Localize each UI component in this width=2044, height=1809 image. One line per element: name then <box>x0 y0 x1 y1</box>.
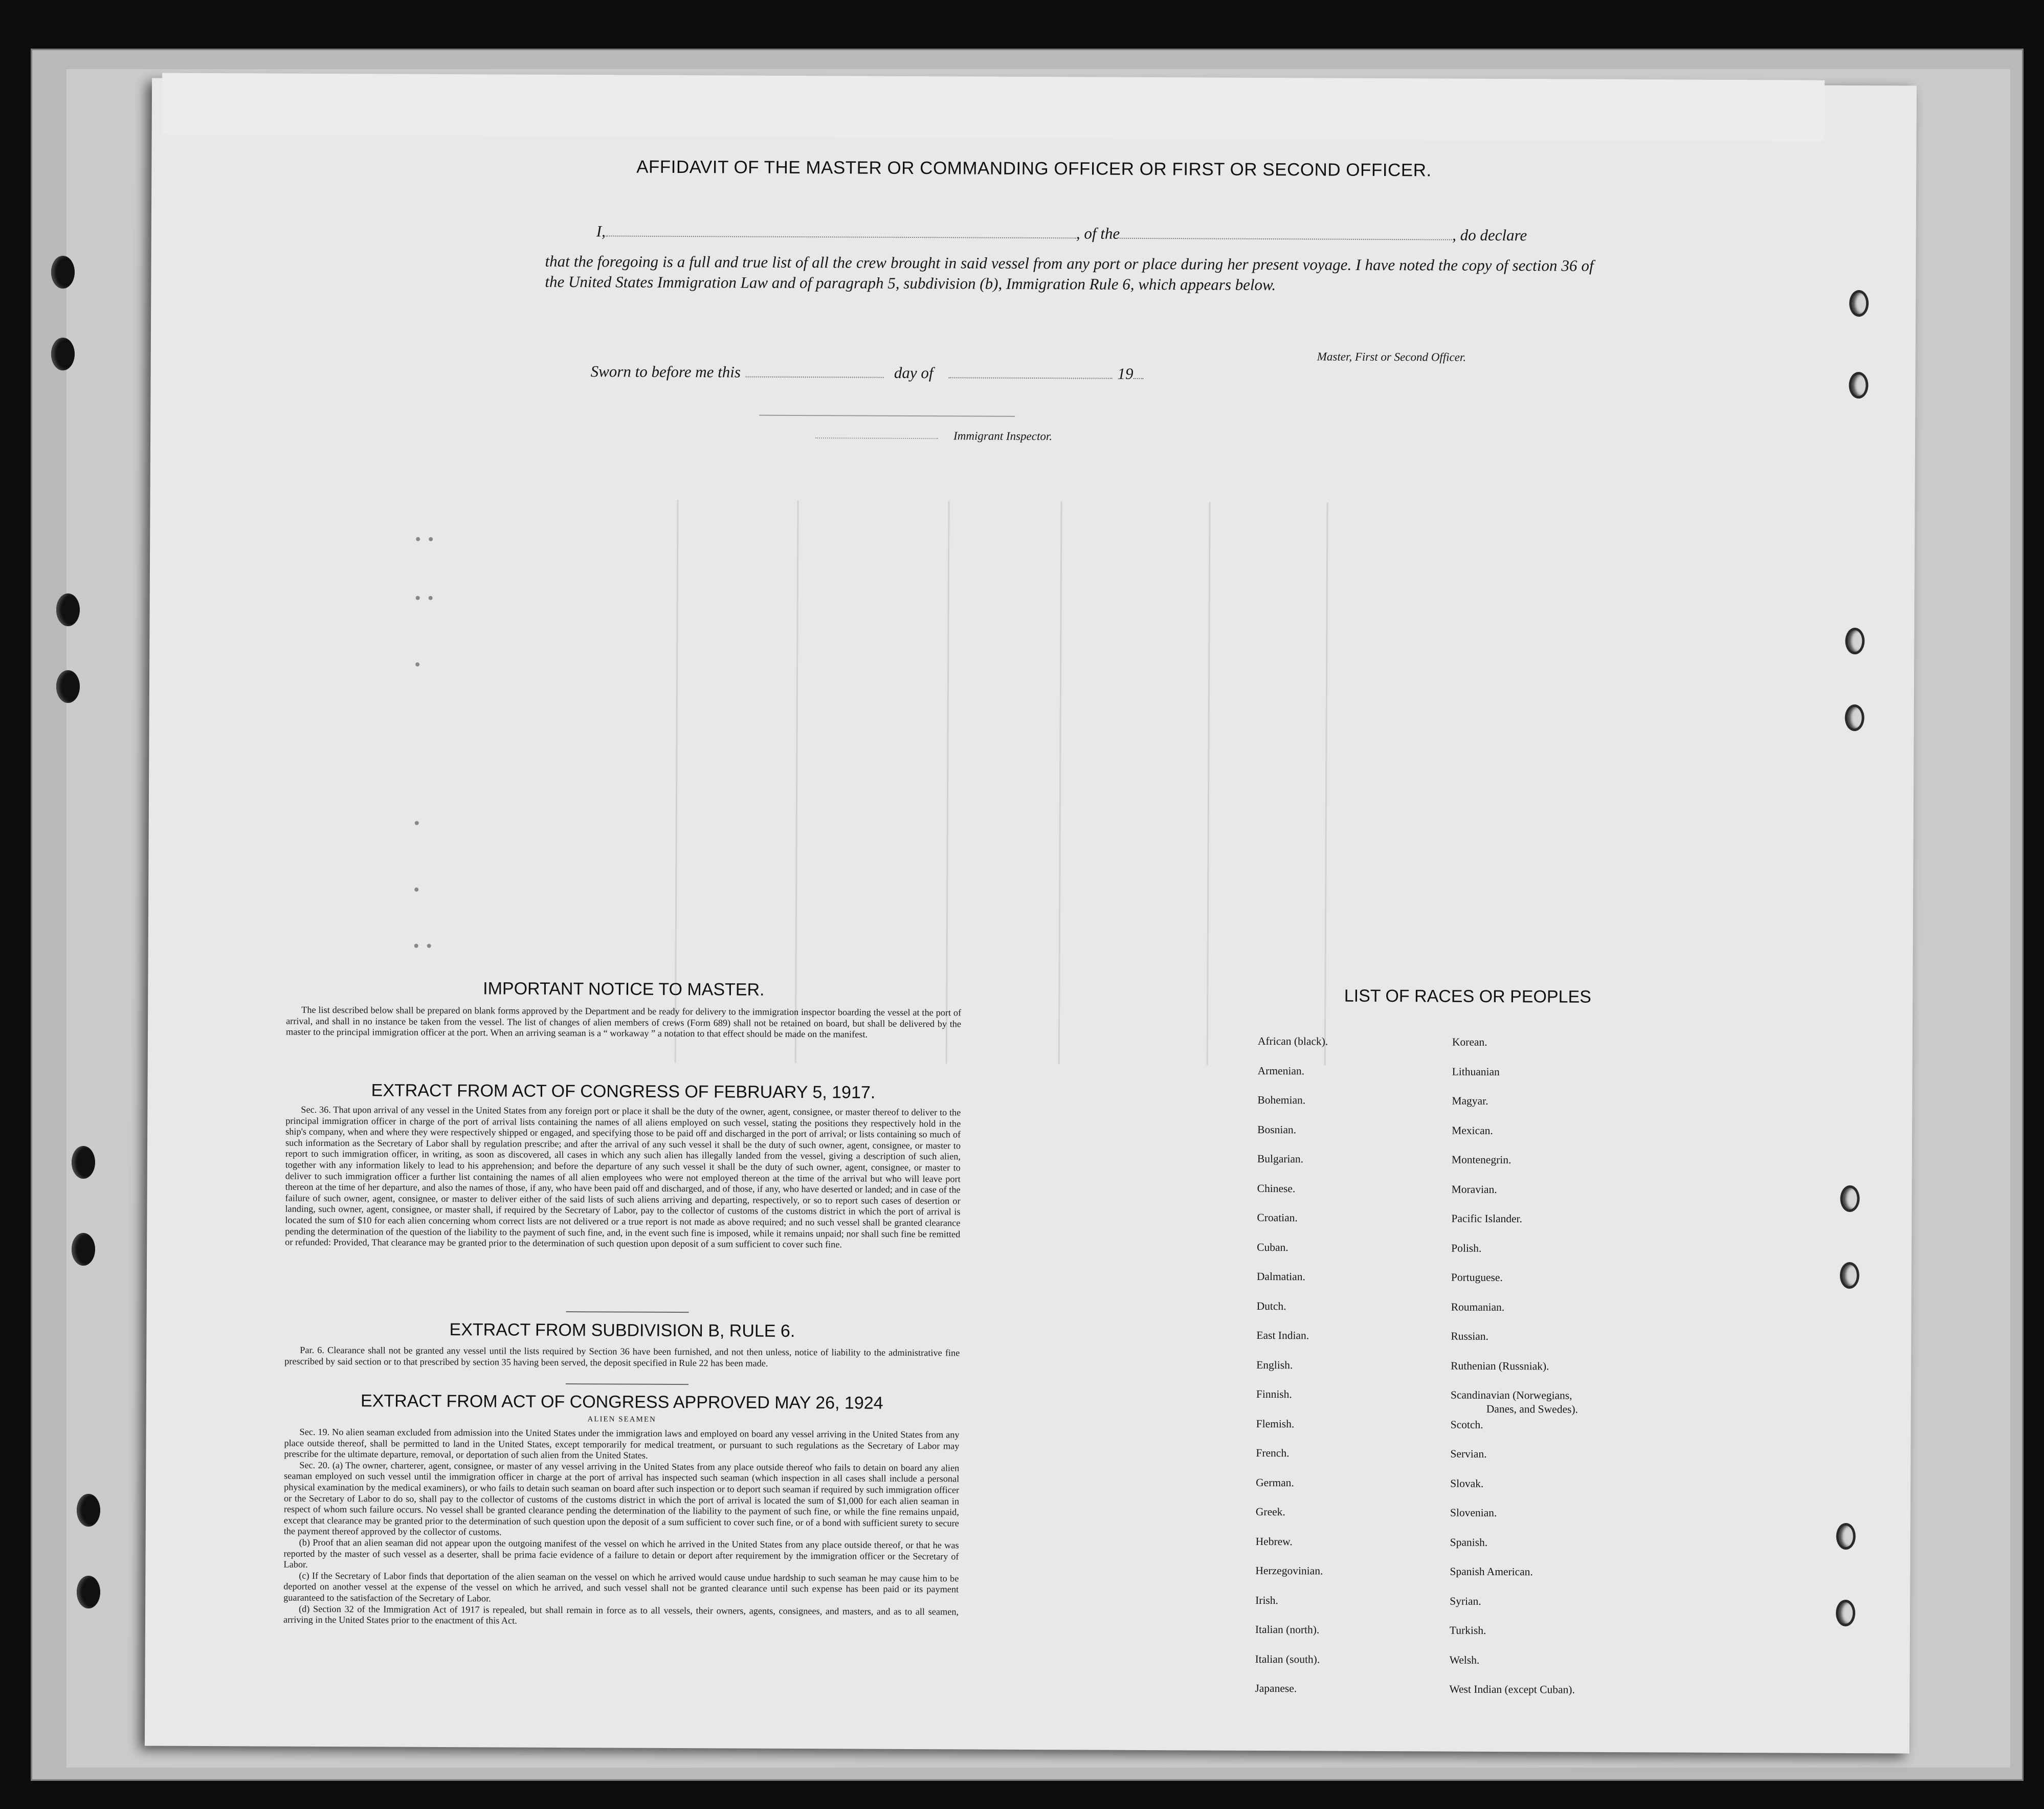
race-item: Syrian. <box>1450 1595 1481 1607</box>
punch-hole <box>1840 1185 1859 1212</box>
extract-rule6-text <box>284 1345 960 1370</box>
section-36-paragraph: Sec. 36. That upon arrival of any vessel in the United States from any foreign port or place it shall be the duty of the owner, agent, consignee, or master thereof to deliver to the principal immigration officer in charge of the port of arrival lists containing the names of all aliens employed on such vessel, stating the positions they respectively hold in the ship's company, when and where they were respectively shipped or engaged, and specifying those to be paid off and discharged in the port of arrival; or lists containing so much of such information as the Secretary of Labor shall by regulation prescribe; and after the arrival of any such vessel it shall be the duty of such owner, agent, consignee, or master to report to such immigration officer, in writing, as soon as discovered, all cases in which any such alien has illegally landed from the vessel, giving a description of such alien, together with any information likely to lead to his apprehension; and before the departure of any such vessel it shall be the duty of such owner, agent, consignee, or master to deliver to such immigration officer a further list containing the names of all alien employees who were not employed thereon at the time of the arrival but who will leave port thereon at the time of her departure, and also the names of those, if any, who have been paid off and discharged, and of those, if any, who have deserted or landed; and in case of the failure of such owner, agent, consignee, or master to deliver either of the said lists of such aliens arriving and departing, respectively, or so to report such cases of desertion or landing, such owner, agent, consignee, or master shall, if required by the Secretary of Labor, pay to the collector of customs of the customs district in which the port of arrival is located the sum of $10 for each alien concerning whom correct lists are not delivered or a true report is not made as above required; and no such vessel shall be granted clearance pending the determination of the question of the liability to the payment of such fine, and, in the event such fine is imposed, while it remains unpaid; nor shall such fine be remitted or refunded: Provided, That clearance may be granted prior to the determination of such question upon deposit of a sum sufficient to cover such fine. <box>285 1104 961 1250</box>
signature-caption: Master, First or Second Officer. <box>1317 350 1467 364</box>
ditto-mark <box>414 888 418 892</box>
race-item: Herzegovinian. <box>1255 1564 1323 1577</box>
race-item: Magyar. <box>1452 1094 1488 1107</box>
race-item: Polish. <box>1451 1242 1482 1254</box>
extract-1924-subtitle: ALIEN SEAMEN <box>587 1415 656 1424</box>
column-rule <box>795 500 799 1063</box>
column-rule <box>946 501 950 1064</box>
page-top-strip <box>162 73 1825 142</box>
section-divider <box>566 1383 688 1385</box>
ditto-mark <box>414 944 418 948</box>
race-item: Chinese. <box>1257 1182 1296 1195</box>
punch-hole <box>72 1233 95 1266</box>
punch-hole <box>72 1146 95 1179</box>
extract-1917-title: EXTRACT FROM ACT OF CONGRESS OF FEBRUARY 5, 1917. <box>371 1080 876 1102</box>
year-label: 19 <box>1117 364 1134 383</box>
ditto-mark <box>416 537 420 541</box>
race-item: Welsh. <box>1449 1653 1480 1666</box>
punch-hole <box>51 338 75 370</box>
race-item: Danes, and Swedes). <box>1486 1402 1578 1416</box>
sec-20b-paragraph: (b) Proof that an alien seaman did not appear upon the outgoing manifest of the vessel on which he arrived in the United States from any place outside thereof, or that he was reported by the master of such vessel as a deserter, shall be prima facie evidence of a failure to detain or deport after requirement by the immigration officer or the Secretary of Labor. <box>283 1537 959 1570</box>
inspector-signature-line <box>759 415 1015 417</box>
race-item: Italian (south). <box>1255 1652 1320 1665</box>
race-item: Korean. <box>1452 1035 1487 1048</box>
race-item: Flemish. <box>1256 1417 1295 1430</box>
sec-19-paragraph: Sec. 19. No alien seaman excluded from admission into the United States under the immigration laws and employed on board any vessel arriving in the United States from any place outside thereof, shall be permitted to land in the United States, except temporarily for medical treatment, or pursuant to such regulations as the Secretary of Labor may prescribe for the ultimate departure, removal, or deportation of such alien from the United States. <box>284 1426 960 1461</box>
punch-hole <box>51 256 75 289</box>
race-item: English. <box>1256 1358 1293 1371</box>
extract-1917-text <box>285 1105 961 1251</box>
punch-hole <box>1849 290 1869 317</box>
race-item: East Indian. <box>1256 1329 1309 1342</box>
sec-20c-paragraph: (c) If the Secretary of Labor finds that deportation of the alien seaman on the vessel on which he arrived would cause undue hardship to such seaman he may cause him to be deported on another vessel at the expense of the vessel on which he arrived, and such vessel shall not be granted clearance until such expense has been paid or its payment guaranteed to the satisfaction of the Secretary of Labor. <box>283 1570 959 1604</box>
race-item: Spanish American. <box>1450 1565 1533 1578</box>
name-blank[interactable] <box>606 235 1076 238</box>
race-item: Scotch. <box>1450 1418 1483 1431</box>
ditto-mark <box>429 537 433 541</box>
notice-paragraph: The list described below shall be prepared on blank forms approved by the Department and be ready for delivery to the immigration inspector boarding the vessel at the port of arrival, and shall in no instance be taken from the vessel. The list of changes of alien members of crews (Form 689) shall not be retained on board, but shall be delivered by the master to the principal immigration officer at the port. When an arriving seaman is a “ workaway ” a notation to that effect should be made on the manifest. <box>285 1004 962 1040</box>
affidavit-page <box>145 78 1917 1753</box>
race-item: Turkish. <box>1449 1624 1486 1637</box>
year-blank[interactable] <box>1134 378 1144 379</box>
race-item: Spanish. <box>1450 1536 1488 1549</box>
race-item: Mexican. <box>1452 1124 1493 1137</box>
declaration-line <box>596 222 1527 245</box>
race-item: Dutch. <box>1256 1299 1286 1312</box>
inspector-caption-line <box>815 437 938 439</box>
race-item: Greek. <box>1255 1505 1285 1518</box>
race-item: Cuban. <box>1257 1241 1288 1253</box>
column-rule <box>1207 502 1211 1065</box>
race-item: Portuguese. <box>1451 1271 1503 1284</box>
notice-title: IMPORTANT NOTICE TO MASTER. <box>483 979 765 1000</box>
race-item: Lithuanian <box>1452 1065 1500 1078</box>
punch-hole <box>56 670 80 703</box>
races-title: LIST OF RACES OR PEOPLES <box>1344 986 1591 1007</box>
race-item: Irish. <box>1255 1594 1279 1606</box>
vessel-blank[interactable] <box>1120 238 1452 240</box>
race-item: Bulgarian. <box>1257 1152 1304 1165</box>
punch-hole <box>77 1494 100 1527</box>
race-item: Russian. <box>1451 1330 1488 1342</box>
inspector-caption: Immigrant Inspector. <box>953 429 1053 443</box>
par-6-paragraph: Par. 6. Clearance shall not be granted any vessel until the lists required by Section 36 have been furnished, and not then unless, notice of liability to the administrative fine prescribed by said section or to that prescribed by section 35 having been served, the deposit specified in Rule 22 has been made. <box>284 1344 960 1369</box>
declaration-declare: , do declare <box>1452 226 1527 245</box>
race-item: Roumanian. <box>1451 1300 1505 1313</box>
race-item: Armenian. <box>1257 1064 1305 1077</box>
sworn-label: Sworn to before me this <box>590 362 741 381</box>
race-item: German. <box>1256 1476 1294 1489</box>
punch-hole <box>77 1576 100 1608</box>
ditto-mark <box>429 596 433 600</box>
ditto-mark <box>415 821 419 825</box>
race-item: Bosnian. <box>1257 1123 1297 1136</box>
punch-hole <box>1840 1262 1859 1289</box>
race-item: Servian. <box>1450 1447 1487 1460</box>
punch-hole <box>1849 372 1868 399</box>
race-item: Slovenian. <box>1450 1506 1497 1519</box>
sec-20d-paragraph: (d) Section 32 of the Immigration Act of 1917 is repealed, but shall remain in force as to all vessels, their owners, agents, consignees, and masters, and as to all seamen, arriving in the United States prior to the enactment of this Act. <box>283 1603 959 1626</box>
punch-hole <box>56 593 80 626</box>
month-blank[interactable] <box>949 377 1113 379</box>
race-item: Slovak. <box>1450 1477 1484 1490</box>
race-item: Croatian. <box>1257 1211 1298 1224</box>
punch-hole <box>1845 628 1864 654</box>
race-item: Pacific Islander. <box>1451 1212 1522 1225</box>
race-item: Dalmatian. <box>1256 1270 1305 1283</box>
race-item: Hebrew. <box>1255 1535 1293 1548</box>
notice-text <box>286 1005 961 1041</box>
sec-20a-paragraph: Sec. 20. (a) The owner, charterer, agent, consignee, or master of any vessel arriving in the United States from any place outside thereof who fails to detain on board any alien seaman employed on such vessel until the immigration officer in charge at the port of arrival has inspected such seaman (which inspection in all cases shall include a personal physical examination by the medical examiners), or who fails to detain such seaman on board after such inspection or to deport such seaman if required by such immigration officer or the Secretary of Labor to do so, shall pay to the collector of customs of the customs district in which the port of arrival is located the sum of $1,000 for each alien seaman in respect of whom such failure occurs. No vessel shall be granted clearance pending the determination of the liability to the payment of such fine, or while the fine remains unpaid, except that clearance may be granted prior to the determination of such question upon the deposit of a sum sufficient to cover such fine, or of a bond with sufficient surety to secure the payment thereof approved by the collector of customs. <box>283 1460 960 1537</box>
race-item: Montenegrin. <box>1451 1153 1512 1166</box>
extract-1924-title: EXTRACT FROM ACT OF CONGRESS APPROVED MAY 26, 1924 <box>360 1391 883 1413</box>
race-item: African (black). <box>1257 1034 1328 1048</box>
day-blank[interactable] <box>746 377 884 378</box>
ditto-mark <box>416 596 420 600</box>
race-item: Finnish. <box>1256 1387 1292 1401</box>
race-item: West Indian (except Cuban). <box>1449 1683 1575 1696</box>
punch-hole <box>1836 1523 1856 1550</box>
declaration-i: I, <box>596 222 606 240</box>
race-item: Moravian. <box>1451 1183 1497 1196</box>
race-item: Ruthenian (Russniak). <box>1451 1359 1549 1372</box>
ditto-mark <box>427 944 431 948</box>
day-of-label: day of <box>894 363 934 382</box>
ditto-mark <box>415 663 419 667</box>
column-rule <box>675 500 679 1063</box>
race-item: French. <box>1256 1446 1290 1460</box>
section-divider <box>566 1311 689 1313</box>
race-item: Japanese. <box>1255 1682 1297 1695</box>
race-item: Scandinavian (Norwegians, <box>1450 1388 1572 1402</box>
sworn-line <box>591 362 1144 383</box>
race-item: Bohemian. <box>1257 1093 1306 1107</box>
extract-rule6-title: EXTRACT FROM SUBDIVISION B, RULE 6. <box>449 1320 795 1341</box>
punch-hole <box>1845 704 1864 731</box>
punch-hole <box>1836 1600 1855 1626</box>
affidavit-title: AFFIDAVIT OF THE MASTER OR COMMANDING OFFICER OR FIRST OR SECOND OFFICER. <box>636 157 1432 181</box>
declaration-body: that the foregoing is a full and true list of all the crew brought in said vessel from any port or place during her present voyage. I have noted the copy of section 36 of the United States Immigration Law and of paragraph 5, subdivision (b), Immigration Rule 6, which appears below. <box>545 252 1594 294</box>
declaration-of-the: , of the <box>1076 224 1120 242</box>
column-rule <box>1324 503 1328 1066</box>
race-item: Italian (north). <box>1255 1623 1320 1636</box>
column-rule <box>1058 501 1062 1064</box>
extract-1924-text <box>283 1427 960 1628</box>
